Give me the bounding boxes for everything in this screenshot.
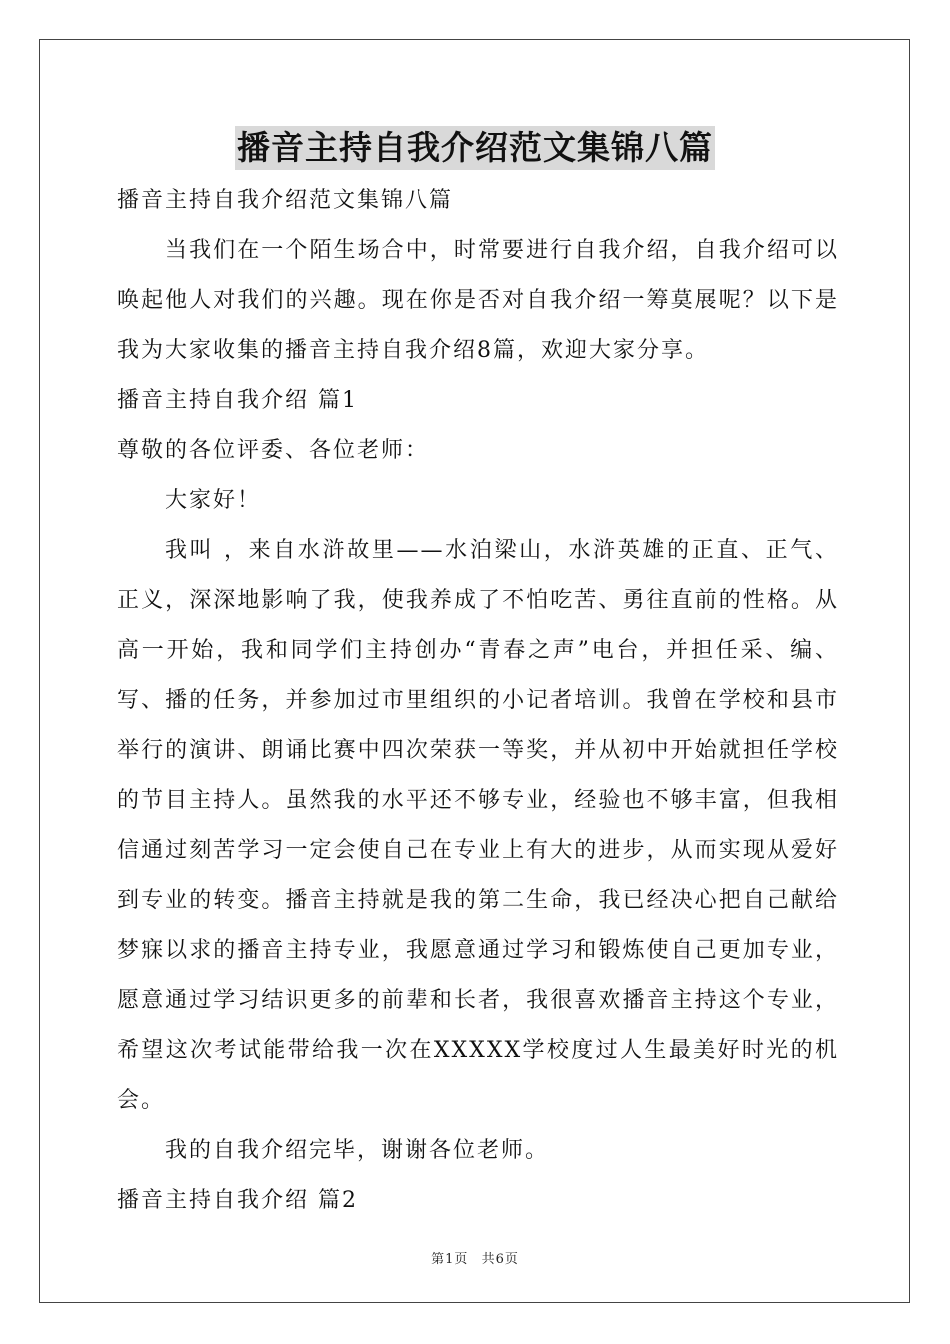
salutation: 尊敬的各位评委、各位老师： [117, 438, 430, 463]
document-subtitle: 播音主持自我介绍范文集锦八篇 [117, 188, 454, 213]
document-title: 播音主持自我介绍范文集锦八篇 [235, 126, 715, 170]
title-container [0, 126, 950, 170]
document-body [117, 176, 839, 1226]
body-paragraph: 我叫 ，来自水浒故里——水泊梁山，水浒英雄的正直、正气、正义，深深地影响了我，使我养成了不怕吃苦、勇往直前的性格。从高一开始，我和同学们主持创办“青春之声”电台，并担任采、编、写、播的任务，并参加过市里组织的小记者培训。我曾在学校和县市举行的演讲、朗诵比赛中四次荣获一等奖，并从初中开始就担任学校的节目主持人。虽然我的水平还不够专业，经验也不够丰富，但我相信通过刻苦学习一定会使自己在专业上有大的进步，从而实现从爱好到专业的转变。播音主持就是我的第二生命，我已经决心把自己献给梦寐以求的播音主持专业，我愿意通过学习和锻炼使自己更加专业，愿意通过学习结识更多的前辈和长者，我很喜欢播音主持这个专业，希望这次考试能带给我一次在XXXXX学校度过人生最美好时光的机会。 [117, 538, 840, 1113]
page-footer [0, 1248, 950, 1267]
intro-paragraph: 当我们在一个陌生场合中，时常要进行自我介绍，自我介绍可以唤起他人对我们的兴趣。现在你是否对自我介绍一筹莫展呢？以下是我为大家收集的播音主持自我介绍8篇，欢迎大家分享。 [117, 238, 839, 363]
section-heading-1: 播音主持自我介绍 篇1 [117, 388, 358, 413]
closing-line: 我的自我介绍完毕，谢谢各位老师。 [165, 1138, 550, 1163]
page-total: 共6页 [481, 1252, 519, 1267]
section-heading-2: 播音主持自我介绍 篇2 [117, 1188, 358, 1213]
page-number: 第1页 [431, 1252, 469, 1267]
greeting: 大家好！ [165, 488, 262, 513]
